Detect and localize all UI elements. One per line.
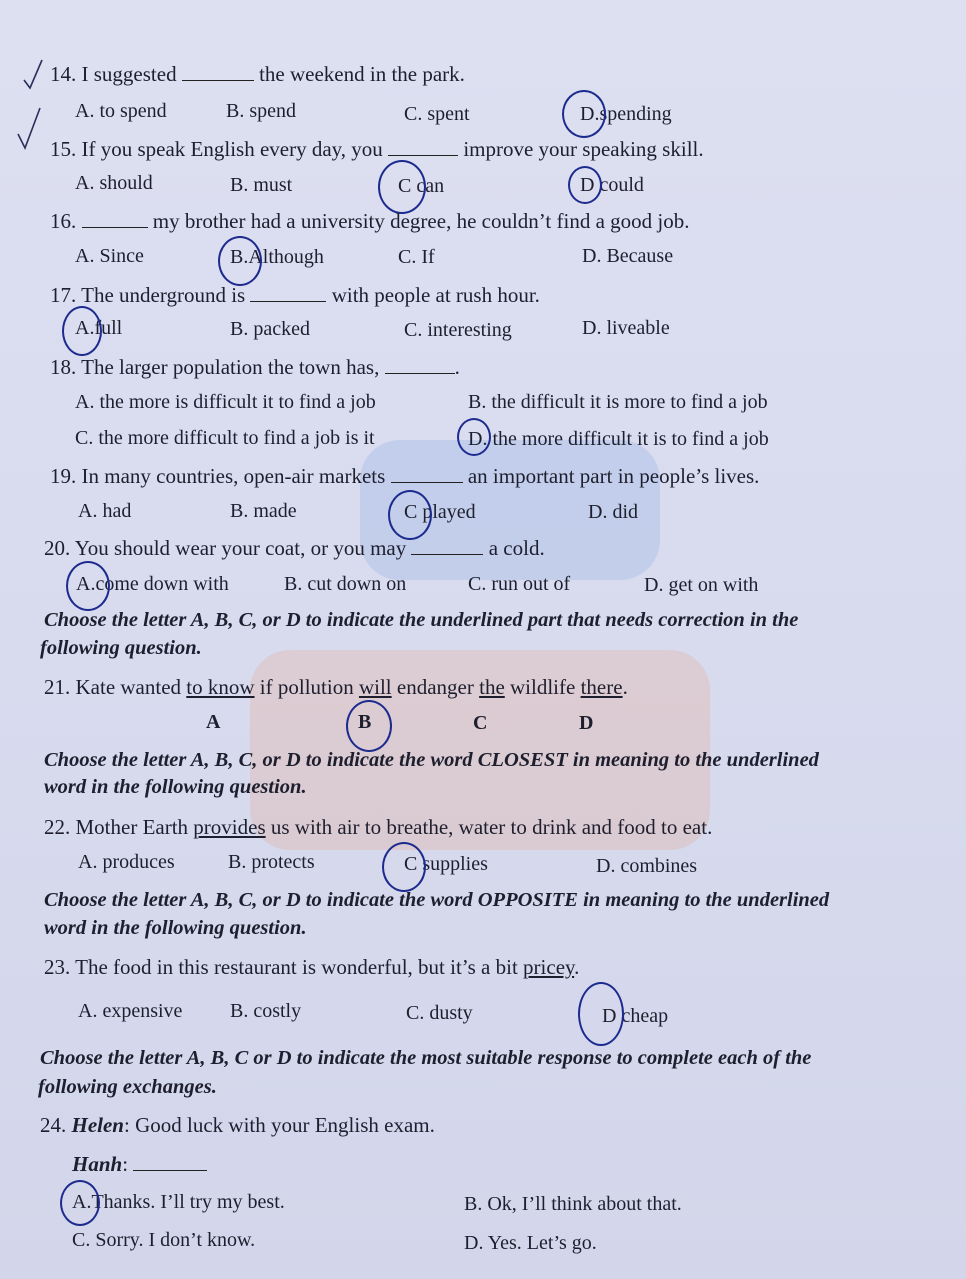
q15-option-d: D could: [580, 174, 644, 196]
question-24-stem: 24. Helen: Good luck with your English exam.: [40, 1113, 435, 1137]
q16-option-b: B.Although: [230, 246, 324, 268]
q20-option-a: A.come down with: [76, 573, 229, 595]
question-16-stem: 16. my brother had a university degree, he couldn’t find a good job.: [50, 209, 690, 233]
answer-circle-q14: [562, 90, 606, 138]
q21-label-a: A: [206, 711, 221, 733]
q24-option-b: B. Ok, I’ll think about that.: [464, 1193, 682, 1215]
q23-option-d: D cheap: [602, 1005, 669, 1027]
q19-option-a: A. had: [78, 500, 132, 522]
answer-circle-q24: [60, 1180, 100, 1226]
answer-circle-q23: [578, 982, 624, 1046]
q16-option-c: C. If: [398, 246, 435, 268]
checkmark-icon: [22, 58, 46, 92]
q17-option-c: C. interesting: [404, 319, 512, 341]
answer-circle-q22: [382, 842, 426, 892]
q21-label-b: B: [358, 711, 372, 733]
answer-circle-q15-c: [378, 160, 426, 214]
question-22-stem: 22. Mother Earth provides us with air to breathe, water to drink and food to eat.: [44, 815, 713, 839]
instruction-opposite-line1: Choose the letter A, B, C, or D to indicate the word OPPOSITE in meaning to the underlined: [44, 889, 830, 911]
q17-option-d: D. liveable: [582, 317, 670, 339]
q23-option-b: B. costly: [230, 1000, 302, 1022]
answer-circle-q18: [457, 418, 491, 456]
question-14-stem: 14. I suggested the weekend in the park.: [50, 62, 465, 86]
q23-option-c: C. dusty: [406, 1002, 473, 1024]
question-23-stem: 23. The food in this restaurant is wonderful, but it’s a bit pricey.: [44, 955, 580, 979]
answer-circle-q16: [218, 236, 262, 286]
answer-circle-q15-d: [568, 166, 602, 204]
question-15-stem: 15. If you speak English every day, you improve your speaking skill.: [50, 137, 704, 161]
q18-option-b: B. the difficult it is more to find a job: [468, 391, 768, 413]
q18-option-d: D. the more difficult it is to find a job: [468, 428, 769, 450]
q20-option-b: B. cut down on: [284, 573, 407, 595]
q23-option-a: A. expensive: [78, 1000, 183, 1022]
instruction-response-line2: following exchanges.: [38, 1076, 217, 1098]
answer-circle-q21: [346, 700, 392, 752]
instruction-response-line1: Choose the letter A, B, C or D to indicate the most suitable response to complete each of the: [40, 1047, 812, 1069]
q22-option-c: C supplies: [404, 853, 488, 875]
instruction-correction-line1: Choose the letter A, B, C, or D to indicate the underlined part that needs correction in the: [44, 609, 799, 631]
instruction-closest-line2: word in the following question.: [44, 776, 307, 798]
question-21-stem: 21. Kate wanted to know if pollution will endanger the wildlife there.: [44, 675, 628, 699]
q24-option-c: C. Sorry. I don’t know.: [72, 1229, 256, 1251]
instruction-closest-line1: Choose the letter A, B, C, or D to indicate the word CLOSEST in meaning to the underlined: [44, 749, 819, 771]
answer-circle-q20: [66, 561, 110, 611]
q18-option-c: C. the more difficult to find a job is it: [75, 427, 375, 449]
q19-option-d: D. did: [588, 501, 638, 523]
q14-option-d: D.spending: [580, 103, 672, 125]
q20-option-c: C. run out of: [468, 573, 571, 595]
checkmark-icon: [16, 106, 42, 150]
instruction-opposite-line2: word in the following question.: [44, 917, 307, 939]
q24-option-d: D. Yes. Let’s go.: [464, 1232, 597, 1254]
q22-option-b: B. protects: [228, 851, 315, 873]
instruction-correction-line2: following question.: [40, 637, 202, 659]
q14-option-a: A. to spend: [75, 100, 167, 122]
q14-option-c: C. spent: [404, 103, 470, 125]
answer-circle-q19: [388, 490, 432, 540]
q15-option-b: B. must: [230, 174, 293, 196]
question-20-stem: 20. You should wear your coat, or you may a cold.: [44, 536, 545, 560]
q14-option-b: B. spend: [226, 100, 296, 122]
q21-label-d: D: [579, 712, 594, 734]
q18-option-a: A. the more is difficult it to find a job: [75, 391, 376, 413]
q15-option-c: C can: [398, 175, 445, 197]
q22-option-a: A. produces: [78, 851, 175, 873]
q22-option-d: D. combines: [596, 855, 698, 877]
question-24-response-line: Hanh:: [72, 1152, 207, 1177]
question-17-stem: 17. The underground is with people at rush hour.: [50, 283, 540, 307]
question-19-stem: 19. In many countries, open-air markets an important part in people’s lives.: [50, 464, 760, 488]
q17-option-b: B. packed: [230, 318, 310, 340]
answer-circle-q17: [62, 306, 102, 356]
q21-label-c: C: [473, 712, 488, 734]
q16-option-d: D. Because: [582, 245, 674, 267]
q19-option-b: B. made: [230, 500, 297, 522]
q19-option-c: C played: [404, 501, 476, 523]
q20-option-d: D. get on with: [644, 574, 759, 596]
q17-option-a: A.full: [75, 317, 123, 339]
q16-option-a: A. Since: [75, 245, 144, 267]
q15-option-a: A. should: [75, 172, 153, 194]
q24-option-a: A.Thanks. I’ll try my best.: [72, 1191, 285, 1213]
question-18-stem: 18. The larger population the town has, .: [50, 355, 460, 379]
